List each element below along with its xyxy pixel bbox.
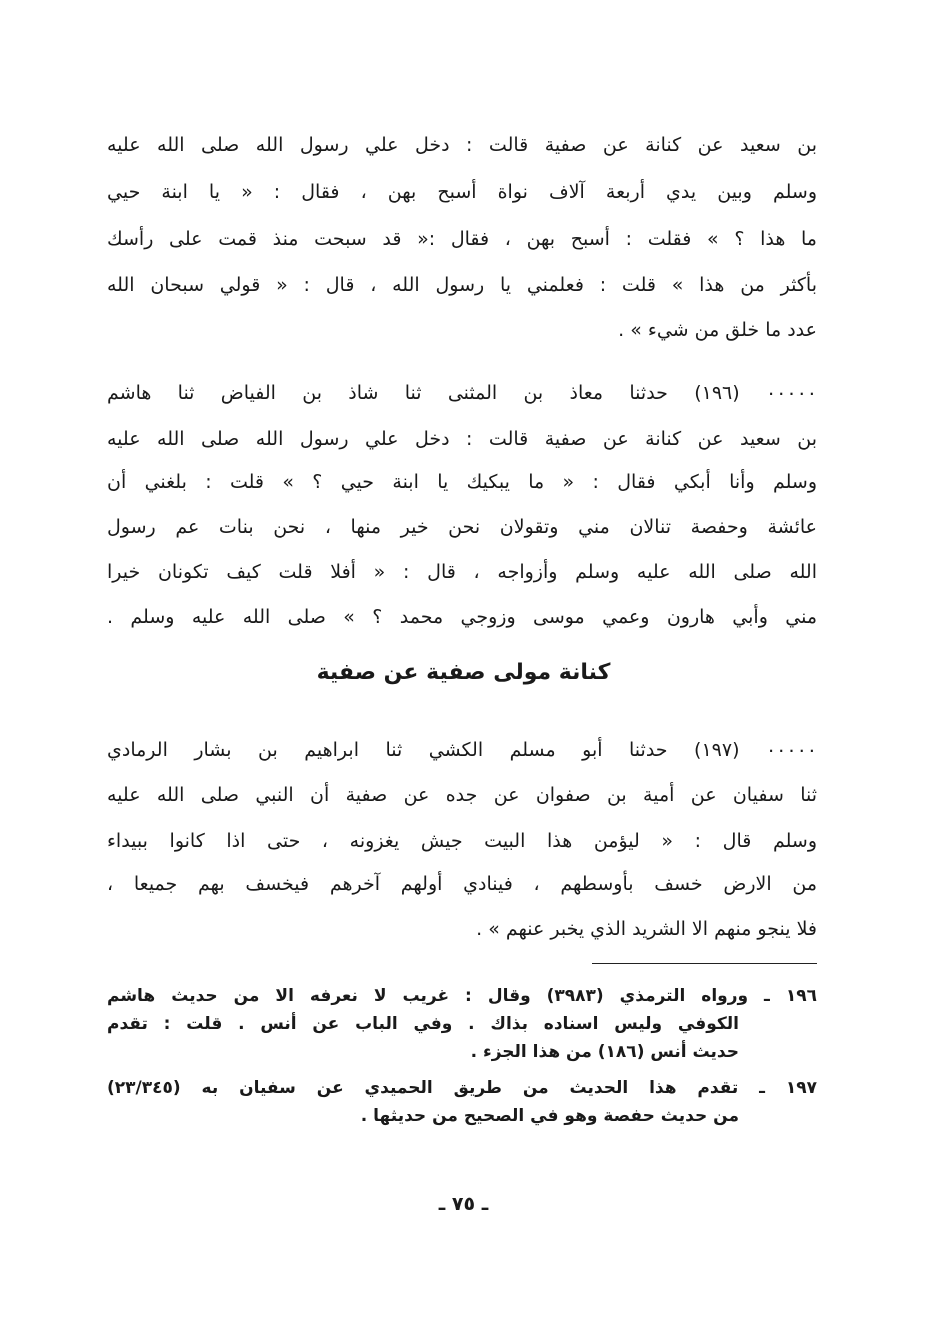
footnote-line: حديث أنس (١٨٦) من هذا الجزء . (470, 1042, 739, 1062)
text-line: بن سعيد عن كنانة عن صفية قالت : دخل علي رسول الله صلى الله عليه (107, 134, 817, 156)
page-number: ـ ٧٥ ـ (438, 1193, 489, 1215)
text-line: وسلم وأنا أبكي فقال : « ما يبكيك يا ابنة حيي ؟ » قلت : بلغني أن (107, 471, 817, 493)
text-line: وسلم وبين يدي أربعة آلاف نواة أسبح بهن ، فقال : « يا ابنة حيي (107, 181, 817, 203)
text-line: الله صلى الله عليه وسلم وأزواجه ، قال : « أفلا قلت كيف تكونان خيرا (107, 561, 817, 583)
text-line: عائشة وحفصة تنالان مني وتقولان نحن خير منها ، نحن بنات عم رسول (107, 516, 817, 538)
section-heading: كنانة مولى صفية عن صفية (316, 660, 611, 685)
text-line: بأكثر من هذا » قلت : فعلمني يا رسول الله ، قال : « قولي سبحان الله (107, 274, 817, 296)
text-line: وسلم قال : « ليؤمن هذا البيت جيش يغزونه ، حتى اذا كانوا ببيداء (107, 830, 817, 852)
text-line: ٠٠٠٠٠ (١٩٧) حدثنا أبو مسلم الكشي ثنا ابراهيم بن بشار الرمادي (107, 739, 817, 761)
footnote-line: من حديث حفصة وهو في الصحيح من حديثها . (360, 1106, 739, 1126)
footnote-separator (592, 963, 817, 964)
footnote-line: الكوفي وليس اسناده بذاك . وفي الباب عن أنس . قلت : تقدم (107, 1014, 739, 1034)
text-line: ثنا سفيان عن أمية بن صفوان عن جده عن صفية أن النبي صلى الله عليه (107, 784, 817, 806)
text-line: من الارض خسف بأوسطهم ، فينادي أولهم آخرهم فيخسف بهم جميعا ، (107, 873, 817, 895)
text-line: بن سعيد عن كنانة عن صفية قالت : دخل علي رسول الله صلى الله عليه (107, 428, 817, 450)
text-line: ما هذا ؟ » فقلت : أسبح بهن ، فقال :« قد سبحت منذ قمت على رأسك (107, 228, 817, 250)
text-line: مني وأبي هارون وعمي موسى وزوجي محمد ؟ » صلى الله عليه وسلم . (107, 606, 817, 628)
text-line: عدد ما خلق من شيء » . (618, 319, 817, 341)
footnote-line: ١٩٦ ـ ورواه الترمذي (٣٩٨٣) وقال : غريب لا نعرفه الا من حديث هاشم (107, 986, 817, 1006)
footnote-line: ١٩٧ ـ تقدم هذا الحديث من طريق الحميدي عن سفيان به (٢٣/٣٤٥) (107, 1078, 817, 1098)
text-line: فلا ينجو منهم الا الشريد الذي يخبر عنهم » . (476, 918, 817, 940)
text-line: ٠٠٠٠٠ (١٩٦) حدثنا معاذ بن المثنى ثنا شاذ بن الفياض ثنا هاشم (107, 382, 817, 404)
